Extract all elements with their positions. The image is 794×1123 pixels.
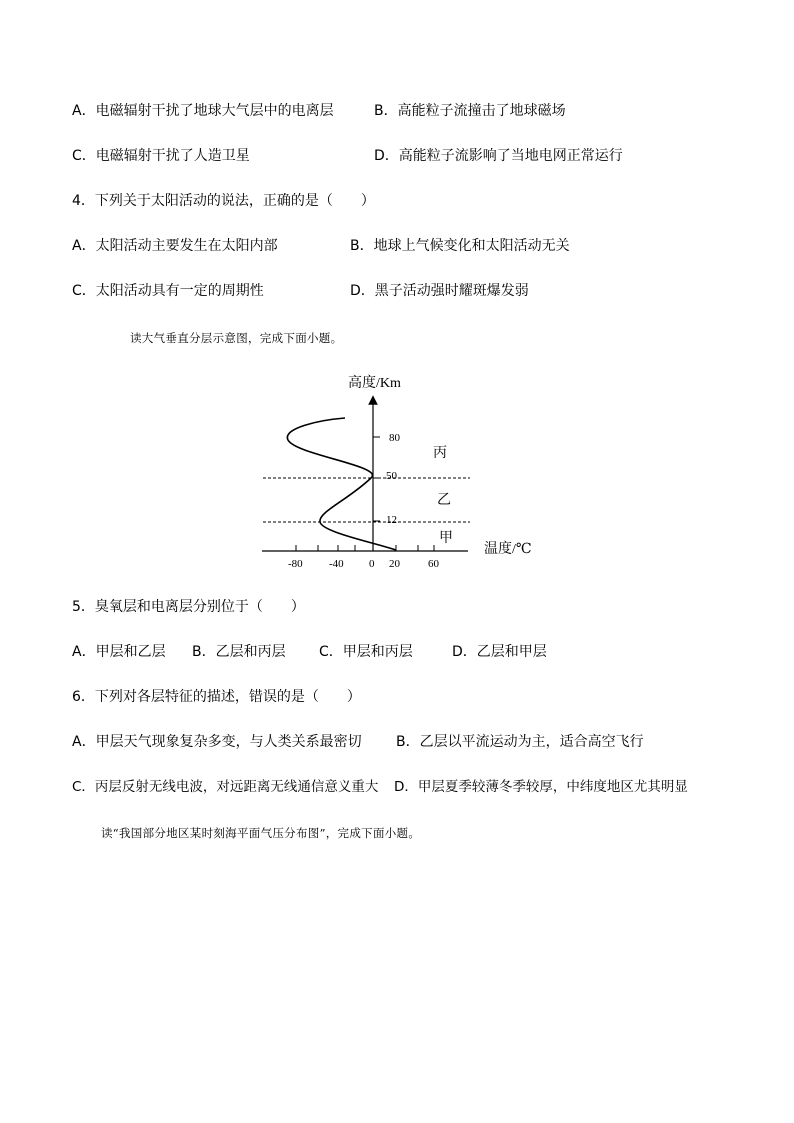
q6-option-b: B．乙层以平流运动为主，适合高空飞行 [396,734,644,750]
y-axis-label: 高度/Km [348,376,401,391]
q6-option-a: A．甲层天气现象复杂多变，与人类关系最密切 [72,734,362,750]
y-tick-label: 12 [386,514,397,526]
q4-stem: 4．下列关于太阳活动的说法，正确的是（ ） [72,193,375,209]
q3-option-a: A．电磁辐射干扰了地球大气层中的电离层 [72,103,334,119]
layer-label-bing: 丙 [433,446,447,461]
x-tick-label: -40 [329,558,344,570]
map-intro: 读“我国部分地区某时刻海平面气压分布图”，完成下面小题。 [101,826,421,840]
figure-intro: 读大气垂直分层示意图，完成下面小题。 [130,331,343,345]
q5-option-b: B．乙层和丙层 [192,644,286,660]
q4-option-b: B．地球上气候变化和太阳活动无关 [350,238,570,254]
q3-option-c: C．电磁辐射干扰了人造卫星 [72,148,250,164]
q6-option-d: D．甲层夏季较薄冬季较厚，中纬度地区尤其明显 [394,779,688,795]
x-tick-label: 60 [428,558,439,570]
x-tick-label: 20 [389,558,400,570]
q4-option-a: A．太阳活动主要发生在太阳内部 [72,238,278,254]
q4-option-c: C．太阳活动具有一定的周期性 [72,283,264,299]
y-tick-label: 80 [389,432,400,444]
x-tick-label: -80 [288,558,303,570]
q5-option-d: D．乙层和甲层 [452,644,547,660]
q3-option-d: D．高能粒子流影响了当地电网正常运行 [374,148,623,164]
q6-stem: 6．下列对各层特征的描述，错误的是（ ） [72,689,361,705]
q5-option-a: A．甲层和乙层 [72,644,166,660]
q6-option-c: C．丙层反射无线电波，对远距离无线通信意义重大 [72,779,379,795]
temperature-curve [287,418,396,550]
q5-stem: 5．臭氧层和电离层分别位于（ ） [72,599,305,615]
layer-label-jia: 甲 [439,531,453,546]
x-tick-label: 0 [369,558,375,570]
layer-label-yi: 乙 [437,493,451,508]
y-tick-label: 50 [386,470,397,482]
q5-option-c: C．甲层和丙层 [319,644,413,660]
x-axis-label: 温度/℃ [484,542,532,557]
q4-option-d: D．黑子活动强时耀斑爆发弱 [350,283,529,299]
q3-option-b: B．高能粒子流撞击了地球磁场 [374,103,566,119]
